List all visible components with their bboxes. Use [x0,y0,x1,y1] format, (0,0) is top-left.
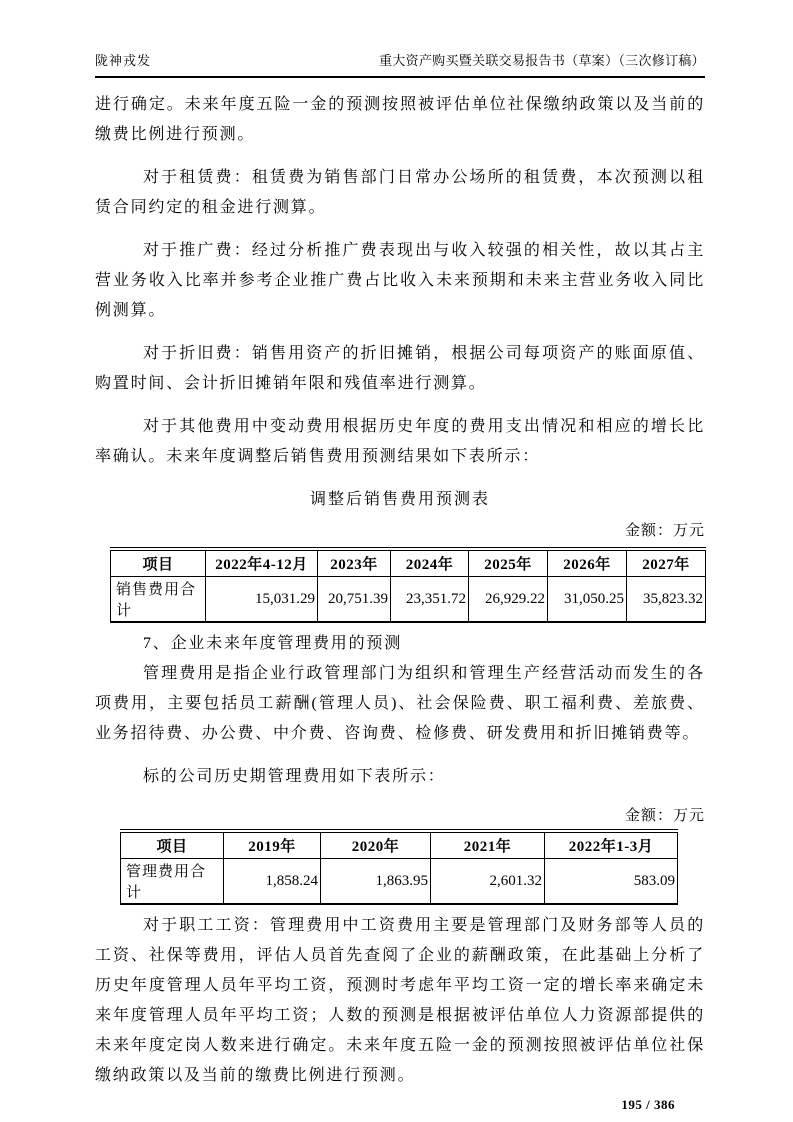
paragraph-social-insurance: 进行确定。未来年度五险一金的预测按照被评估单位社保缴纳政策以及当前的缴费比例进行预测。 [95,96,705,143]
value-cell: 2,601.32 [431,859,545,905]
page-body [95,90,705,1117]
value-cell: 35,823.32 [627,577,706,623]
paragraph-promotion-expense: 对于推广费：经过分析推广费表现出与收入较强的相关性，故以其占主营业务收入比率并参考企业推广费占比收入未来预期和未来主营业务收入同比例测算。 [95,242,705,319]
value-cell: 20,751.39 [318,577,391,623]
header-cell-2019: 2019年 [224,831,321,859]
value-cell: 1,858.24 [224,859,321,905]
company-short-name: 陇神戎发 [95,53,152,68]
header-cell-2026: 2026年 [548,549,627,577]
value-cell: 1,863.95 [321,859,431,905]
section-heading-7: 7、企业未来年度管理费用的预测 [143,635,403,652]
header-cell-2023: 2023年 [318,549,391,577]
header-cell-item: 项目 [121,831,224,859]
sales-forecast-table-title: 调整后销售费用预测表 [309,491,490,508]
header-cell-2024: 2024年 [391,549,469,577]
value-cell: 26,929.22 [469,577,548,623]
table-row [111,577,706,623]
value-cell: 31,050.25 [548,577,627,623]
paragraph-other-expense: 对于其他费用中变动费用根据历史年度的费用支出情况和相应的增长比率确认。未来年度调整后销售费用预测结果如下表所示： [95,418,705,465]
header-cell-2025: 2025年 [469,549,548,577]
paragraph-admin-definition: 管理费用是指企业行政管理部门为组织和管理生产经营活动而发生的各项费用，主要包括员工薪酬(管理人员)、社会保险费、职工福利费、差旅费、业务招待费、办公费、中介费、咨询费、检修费、研发费用和折旧摊销费等。 [95,665,705,742]
row-label-admin-total: 管理费用合计 [121,859,224,905]
paragraph-staff-salary: 对于职工工资：管理费用中工资费用主要是管理部门及财务部等人员的工资、社保等费用，评估人员首先查阅了企业的薪酬政策，在此基础上分析了历史年度管理人员年平均工资，预测时考虑年平均工资一定的增长率来确定未来年度管理人员年平均工资；人数的预测是根据被评估单位人力资源部提供的未来年度定岗人数来进行确定。未来年度五险一金的预测按照被评估单位社保缴纳政策以及当前的缴费比例进行预测。 [95,917,705,1084]
header-cell-2020: 2020年 [321,831,431,859]
admin-table-unit-label: 金额：万元 [624,808,705,824]
paragraph-history-intro: 标的公司历史期管理费用如下表所示： [143,768,446,785]
table-row [121,859,678,905]
admin-expense-history-table [120,829,678,905]
header-cell-2022-1-3: 2022年1-3月 [545,831,678,859]
page-number: 195 / 386 [621,1097,675,1112]
value-cell: 583.09 [545,859,678,905]
page-header [95,50,705,78]
sales-table-unit-label: 金额：万元 [624,523,705,539]
report-title: 重大资产购买暨关联交易报告书（草案）（三次修订稿） [378,53,705,68]
row-label-sales-total: 销售费用合计 [111,577,206,623]
paragraph-depreciation-expense: 对于折旧费：销售用资产的折旧摊销，根据公司每项资产的账面原值、购置时间、会计折旧摊销年限和残值率进行测算。 [95,345,705,392]
header-cell-item: 项目 [111,549,206,577]
sales-expense-forecast-table [110,547,706,623]
table-header-row [121,831,678,859]
table-header-row [111,549,706,577]
header-cell-2022-4-12: 2022年4-12月 [206,549,318,577]
header-cell-2021: 2021年 [431,831,545,859]
paragraph-rent-expense: 对于租赁费：租赁费为销售部门日常办公场所的租赁费，本次预测以租赁合同约定的租金进行测算。 [95,169,705,216]
value-cell: 23,351.72 [391,577,469,623]
value-cell: 15,031.29 [206,577,318,623]
header-cell-2027: 2027年 [627,549,706,577]
